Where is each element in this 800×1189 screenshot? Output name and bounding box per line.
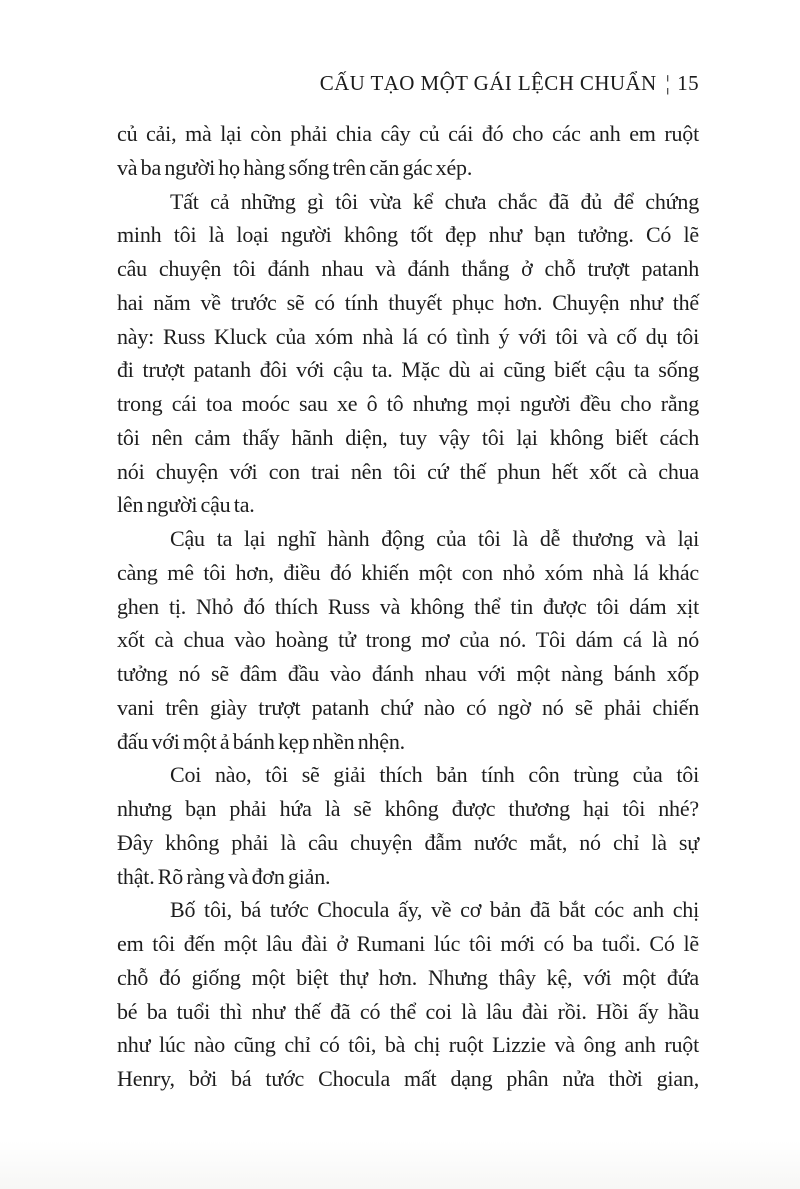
text-line: vani trên giày trượt patanh chứ nào có ngờ nó sẽ phải chiến	[117, 694, 699, 720]
text-line: Coi nào, tôi sẽ giải thích bản tính côn trùng của tôi	[170, 762, 699, 788]
page-bottom-shade	[0, 1141, 800, 1189]
paragraph	[117, 758, 699, 893]
text-line: và ba người họ hàng sống trên căn gác xép.	[117, 154, 473, 180]
text-line: càng mê tôi hơn, điều đó khiến một con nhỏ xóm nhà lá khác	[117, 559, 699, 585]
text-line: Cậu ta lại nghĩ hành động của tôi là dễ thương và lại	[170, 526, 699, 551]
header-separator: ¦	[665, 71, 671, 95]
text-line: Đây không phải là câu chuyện đẫm nước mắt, nó chỉ là sự	[117, 829, 699, 855]
text-line: chỗ đó giống một biệt thự hơn. Nhưng thây kệ, với một đứa	[117, 964, 699, 990]
text-line: Bố tôi, bá tước Chocula ấy, về cơ bản đã bắt cóc anh chị	[170, 897, 699, 923]
paragraph	[117, 893, 699, 1096]
text-line: nói chuyện với con trai nên tôi cứ thế phun hết xốt cà chua	[117, 458, 699, 484]
text-line: nhưng bạn phải hứa là sẽ không được thương hại tôi nhé?	[117, 796, 699, 821]
text-line: em tôi đến một lâu đài ở Rumani lúc tôi mới có ba tuổi. Có lẽ	[117, 931, 699, 956]
text-line: câu chuyện tôi đánh nhau và đánh thắng ở chỗ trượt patanh	[117, 256, 699, 281]
running-header	[117, 71, 699, 96]
text-line: Henry, bởi bá tước Chocula mất dạng phân nửa thời gian,	[117, 1066, 699, 1091]
text-line: củ cải, mà lại còn phải chia cây củ cái đó cho các anh em ruột	[117, 121, 699, 146]
text-line: ghen tị. Nhỏ đó thích Russ và không thể tin được tôi dám xịt	[117, 593, 699, 619]
page-number: 15	[677, 71, 699, 95]
text-line: Tất cả những gì tôi vừa kể chưa chắc đã đủ để chứng	[170, 188, 699, 214]
text-line: lên người cậu ta.	[117, 492, 255, 518]
text-line: như lúc nào cũng chỉ có tôi, bà chị ruột Lizzie và ông anh ruột	[117, 1032, 699, 1058]
text-line: hai năm về trước sẽ có tính thuyết phục hơn. Chuyện như thế	[117, 289, 699, 315]
text-line: đấu với một ả bánh kẹp nhền nhện.	[117, 728, 405, 754]
running-header-title: CẤU TẠO MỘT GÁI LỆCH CHUẨN	[319, 71, 657, 95]
text-line: này: Russ Kluck của xóm nhà lá có tình ý với tôi và cố dụ tôi	[117, 323, 699, 349]
text-line: minh tôi là loại người không tốt đẹp như bạn tưởng. Có lẽ	[117, 222, 699, 248]
text-line: trong cái toa moóc sau xe ô tô nhưng mọi người đều cho rằng	[117, 391, 699, 416]
text-line: bé ba tuổi thì như thế đã có thể coi là lâu đài rồi. Hồi ấy hầu	[117, 998, 699, 1024]
text-line: tưởng nó sẽ đâm đầu vào đánh nhau với một nàng bánh xốp	[117, 661, 699, 686]
text-line: thật. Rõ ràng và đơn giản.	[117, 863, 331, 889]
text-line: đi trượt patanh đôi với cậu ta. Mặc dù ai cũng biết cậu ta sống	[117, 357, 699, 383]
paragraph	[117, 522, 699, 758]
text-line: xốt cà chua vào hoàng tử trong mơ của nó. Tôi dám cá là nó	[117, 627, 699, 653]
body-text	[117, 117, 699, 1096]
paragraph	[117, 117, 699, 185]
text-line: tôi nên cảm thấy hãnh diện, tuy vậy tôi lại không biết cách	[117, 424, 699, 450]
paragraph	[117, 185, 699, 523]
